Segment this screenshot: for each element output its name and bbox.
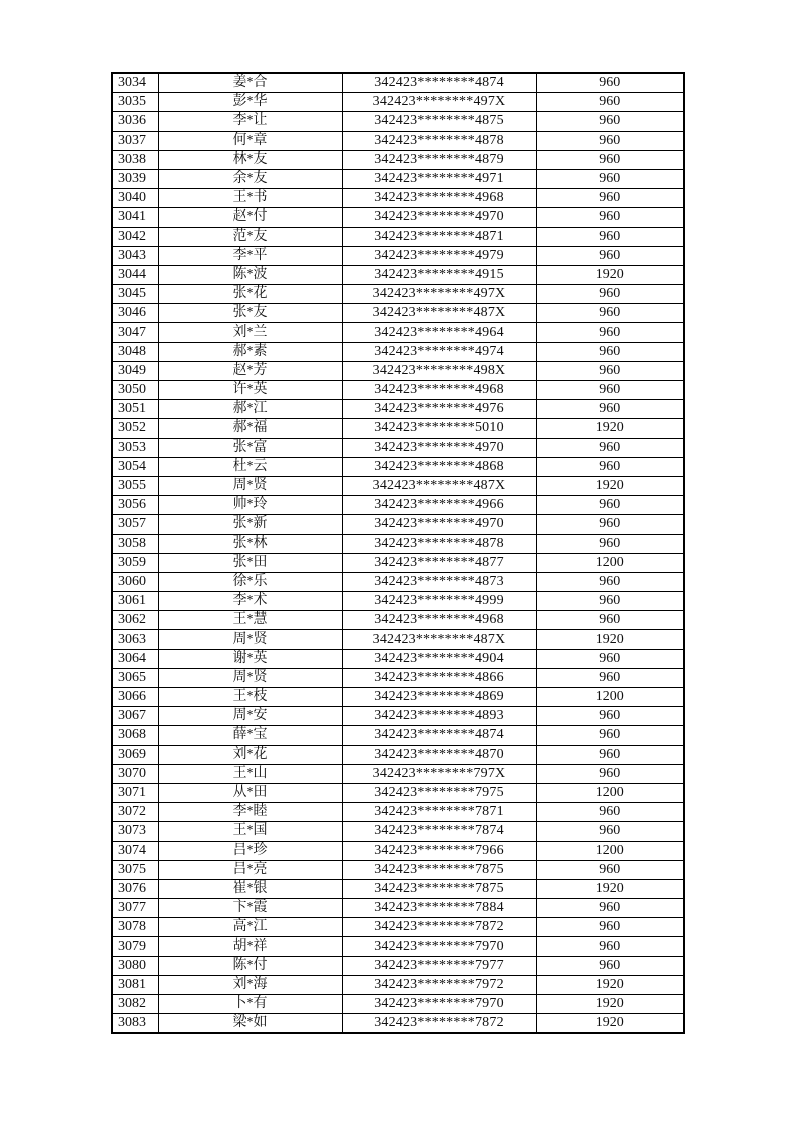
table-row [112,208,684,227]
table-row [112,361,684,380]
row-number-cell: 3056 [112,496,158,515]
name-cell: 郝*素 [158,342,342,361]
amount-cell: 960 [536,515,684,534]
amount-cell: 960 [536,899,684,918]
amount-cell: 960 [536,592,684,611]
name-cell: 从*田 [158,783,342,802]
row-number-cell: 3058 [112,534,158,553]
name-cell: 赵*付 [158,208,342,227]
name-cell: 帅*玲 [158,496,342,515]
amount-cell: 1920 [536,879,684,898]
name-cell: 张*富 [158,438,342,457]
name-cell: 郝*福 [158,419,342,438]
table-row [112,630,684,649]
table-row [112,534,684,553]
name-cell: 王*枝 [158,688,342,707]
name-cell: 张*花 [158,285,342,304]
id-number-cell: 342423********4915 [342,265,536,284]
amount-cell: 960 [536,131,684,150]
table-row [112,764,684,783]
id-number-cell: 342423********4893 [342,707,536,726]
amount-cell: 1920 [536,265,684,284]
row-number-cell: 3081 [112,975,158,994]
amount-cell: 960 [536,73,684,93]
subsidy-table [111,72,685,1034]
table-row [112,227,684,246]
id-number-cell: 342423********4873 [342,572,536,591]
name-cell: 高*江 [158,918,342,937]
id-number-cell: 342423********4976 [342,400,536,419]
table-row [112,189,684,208]
row-number-cell: 3078 [112,918,158,937]
row-number-cell: 3075 [112,860,158,879]
name-cell: 王*山 [158,764,342,783]
row-number-cell: 3057 [112,515,158,534]
amount-cell: 960 [536,361,684,380]
table-row [112,342,684,361]
table-row [112,381,684,400]
table-row [112,956,684,975]
name-cell: 卜*有 [158,995,342,1014]
table-row [112,783,684,802]
row-number-cell: 3050 [112,381,158,400]
row-number-cell: 3076 [112,879,158,898]
table-row [112,688,684,707]
id-number-cell: 342423********4879 [342,150,536,169]
row-number-cell: 3041 [112,208,158,227]
amount-cell: 960 [536,707,684,726]
table-row [112,1014,684,1034]
row-number-cell: 3060 [112,572,158,591]
amount-cell: 1200 [536,783,684,802]
amount-cell: 960 [536,534,684,553]
name-cell: 刘*兰 [158,323,342,342]
name-cell: 王*国 [158,822,342,841]
row-number-cell: 3051 [112,400,158,419]
id-number-cell: 342423********4877 [342,553,536,572]
id-number-cell: 342423********497X [342,285,536,304]
id-number-cell: 342423********4999 [342,592,536,611]
id-number-cell: 342423********498X [342,361,536,380]
amount-cell: 960 [536,572,684,591]
row-number-cell: 3061 [112,592,158,611]
id-number-cell: 342423********4968 [342,611,536,630]
amount-cell: 960 [536,227,684,246]
amount-cell: 1920 [536,419,684,438]
id-number-cell: 342423********7970 [342,937,536,956]
name-cell: 范*友 [158,227,342,246]
row-number-cell: 3047 [112,323,158,342]
table-row [112,572,684,591]
name-cell: 周*安 [158,707,342,726]
amount-cell: 960 [536,381,684,400]
table-row [112,745,684,764]
table-row [112,822,684,841]
amount-cell: 960 [536,150,684,169]
name-cell: 许*英 [158,381,342,400]
amount-cell: 960 [536,918,684,937]
amount-cell: 960 [536,803,684,822]
row-number-cell: 3044 [112,265,158,284]
name-cell: 彭*华 [158,93,342,112]
amount-cell: 1920 [536,476,684,495]
row-number-cell: 3048 [112,342,158,361]
name-cell: 赵*芳 [158,361,342,380]
amount-cell: 960 [536,822,684,841]
id-number-cell: 342423********4868 [342,457,536,476]
id-number-cell: 342423********4970 [342,515,536,534]
row-number-cell: 3052 [112,419,158,438]
table-row [112,400,684,419]
id-number-cell: 342423********4970 [342,438,536,457]
table-row [112,611,684,630]
id-number-cell: 342423********4878 [342,534,536,553]
id-number-cell: 342423********4970 [342,208,536,227]
table-row [112,246,684,265]
table-row [112,438,684,457]
name-cell: 陈*波 [158,265,342,284]
row-number-cell: 3046 [112,304,158,323]
row-number-cell: 3082 [112,995,158,1014]
row-number-cell: 3074 [112,841,158,860]
id-number-cell: 342423********7972 [342,975,536,994]
row-number-cell: 3045 [112,285,158,304]
row-number-cell: 3038 [112,150,158,169]
row-number-cell: 3067 [112,707,158,726]
amount-cell: 960 [536,112,684,131]
id-number-cell: 342423********4968 [342,189,536,208]
name-cell: 李*平 [158,246,342,265]
name-cell: 张*田 [158,553,342,572]
amount-cell: 960 [536,304,684,323]
table-row [112,995,684,1014]
row-number-cell: 3065 [112,668,158,687]
name-cell: 胡*祥 [158,937,342,956]
table-row [112,860,684,879]
name-cell: 刘*花 [158,745,342,764]
id-number-cell: 342423********7875 [342,879,536,898]
id-number-cell: 342423********7875 [342,860,536,879]
table-row [112,975,684,994]
row-number-cell: 3042 [112,227,158,246]
id-number-cell: 342423********7874 [342,822,536,841]
id-number-cell: 342423********7872 [342,1014,536,1034]
name-cell: 姜*合 [158,73,342,93]
row-number-cell: 3063 [112,630,158,649]
id-number-cell: 342423********7975 [342,783,536,802]
id-number-cell: 342423********4968 [342,381,536,400]
id-number-cell: 342423********7884 [342,899,536,918]
row-number-cell: 3059 [112,553,158,572]
id-number-cell: 342423********4971 [342,169,536,188]
id-number-cell: 342423********497X [342,93,536,112]
id-number-cell: 342423********4869 [342,688,536,707]
amount-cell: 960 [536,726,684,745]
name-cell: 何*章 [158,131,342,150]
document-page [111,72,683,1034]
id-number-cell: 342423********4870 [342,745,536,764]
amount-cell: 960 [536,93,684,112]
id-number-cell: 342423********7977 [342,956,536,975]
row-number-cell: 3064 [112,649,158,668]
table-row [112,476,684,495]
name-cell: 李*术 [158,592,342,611]
name-cell: 吕*亮 [158,860,342,879]
name-cell: 谢*英 [158,649,342,668]
row-number-cell: 3039 [112,169,158,188]
table-row [112,457,684,476]
amount-cell: 960 [536,649,684,668]
table-row [112,553,684,572]
amount-cell: 960 [536,438,684,457]
name-cell: 王*书 [158,189,342,208]
table-row [112,150,684,169]
amount-cell: 960 [536,860,684,879]
table-row [112,649,684,668]
table-row [112,265,684,284]
amount-cell: 960 [536,956,684,975]
id-number-cell: 342423********7871 [342,803,536,822]
name-cell: 王*慧 [158,611,342,630]
row-number-cell: 3035 [112,93,158,112]
row-number-cell: 3069 [112,745,158,764]
id-number-cell: 342423********797X [342,764,536,783]
table-row [112,515,684,534]
row-number-cell: 3053 [112,438,158,457]
name-cell: 周*贤 [158,668,342,687]
row-number-cell: 3034 [112,73,158,93]
id-number-cell: 342423********5010 [342,419,536,438]
row-number-cell: 3072 [112,803,158,822]
row-number-cell: 3043 [112,246,158,265]
amount-cell: 960 [536,323,684,342]
table-row [112,937,684,956]
table-row [112,93,684,112]
table-row [112,707,684,726]
amount-cell: 1200 [536,841,684,860]
amount-cell: 1200 [536,553,684,572]
id-number-cell: 342423********4904 [342,649,536,668]
amount-cell: 960 [536,169,684,188]
table-row [112,879,684,898]
row-number-cell: 3049 [112,361,158,380]
amount-cell: 960 [536,496,684,515]
row-number-cell: 3055 [112,476,158,495]
row-number-cell: 3068 [112,726,158,745]
amount-cell: 960 [536,457,684,476]
table-row [112,131,684,150]
id-number-cell: 342423********4878 [342,131,536,150]
table-row [112,169,684,188]
table-row [112,323,684,342]
amount-cell: 1920 [536,630,684,649]
name-cell: 周*贤 [158,630,342,649]
name-cell: 杜*云 [158,457,342,476]
id-number-cell: 342423********4874 [342,726,536,745]
id-number-cell: 342423********4964 [342,323,536,342]
name-cell: 周*贤 [158,476,342,495]
row-number-cell: 3036 [112,112,158,131]
row-number-cell: 3077 [112,899,158,918]
name-cell: 刘*海 [158,975,342,994]
name-cell: 卞*霞 [158,899,342,918]
name-cell: 李*让 [158,112,342,131]
amount-cell: 960 [536,764,684,783]
row-number-cell: 3054 [112,457,158,476]
table-row [112,419,684,438]
amount-cell: 960 [536,745,684,764]
amount-cell: 960 [536,342,684,361]
amount-cell: 960 [536,189,684,208]
row-number-cell: 3079 [112,937,158,956]
id-number-cell: 342423********7970 [342,995,536,1014]
name-cell: 郝*江 [158,400,342,419]
name-cell: 徐*乐 [158,572,342,591]
id-number-cell: 342423********4866 [342,668,536,687]
name-cell: 薛*宝 [158,726,342,745]
amount-cell: 960 [536,285,684,304]
amount-cell: 960 [536,400,684,419]
amount-cell: 1920 [536,995,684,1014]
table-row [112,726,684,745]
id-number-cell: 342423********4874 [342,73,536,93]
amount-cell: 960 [536,937,684,956]
id-number-cell: 342423********4871 [342,227,536,246]
table-row [112,112,684,131]
name-cell: 梁*如 [158,1014,342,1034]
name-cell: 张*友 [158,304,342,323]
table-body [112,73,684,1033]
table-row [112,285,684,304]
row-number-cell: 3080 [112,956,158,975]
amount-cell: 1200 [536,688,684,707]
amount-cell: 1920 [536,1014,684,1034]
row-number-cell: 3040 [112,189,158,208]
id-number-cell: 342423********4974 [342,342,536,361]
name-cell: 余*友 [158,169,342,188]
amount-cell: 960 [536,668,684,687]
name-cell: 陈*付 [158,956,342,975]
amount-cell: 960 [536,208,684,227]
table-row [112,899,684,918]
table-row [112,304,684,323]
amount-cell: 960 [536,246,684,265]
id-number-cell: 342423********4979 [342,246,536,265]
name-cell: 李*睦 [158,803,342,822]
row-number-cell: 3071 [112,783,158,802]
row-number-cell: 3073 [112,822,158,841]
table-row [112,668,684,687]
id-number-cell: 342423********7872 [342,918,536,937]
id-number-cell: 342423********4966 [342,496,536,515]
id-number-cell: 342423********487X [342,476,536,495]
table-row [112,592,684,611]
id-number-cell: 342423********4875 [342,112,536,131]
table-row [112,841,684,860]
id-number-cell: 342423********7966 [342,841,536,860]
table-row [112,496,684,515]
name-cell: 张*林 [158,534,342,553]
row-number-cell: 3083 [112,1014,158,1034]
table-row [112,918,684,937]
name-cell: 崔*银 [158,879,342,898]
id-number-cell: 342423********487X [342,304,536,323]
table-row [112,803,684,822]
name-cell: 张*新 [158,515,342,534]
row-number-cell: 3070 [112,764,158,783]
name-cell: 林*友 [158,150,342,169]
amount-cell: 960 [536,611,684,630]
amount-cell: 1920 [536,975,684,994]
id-number-cell: 342423********487X [342,630,536,649]
table-row [112,73,684,93]
row-number-cell: 3066 [112,688,158,707]
row-number-cell: 3037 [112,131,158,150]
row-number-cell: 3062 [112,611,158,630]
name-cell: 吕*珍 [158,841,342,860]
